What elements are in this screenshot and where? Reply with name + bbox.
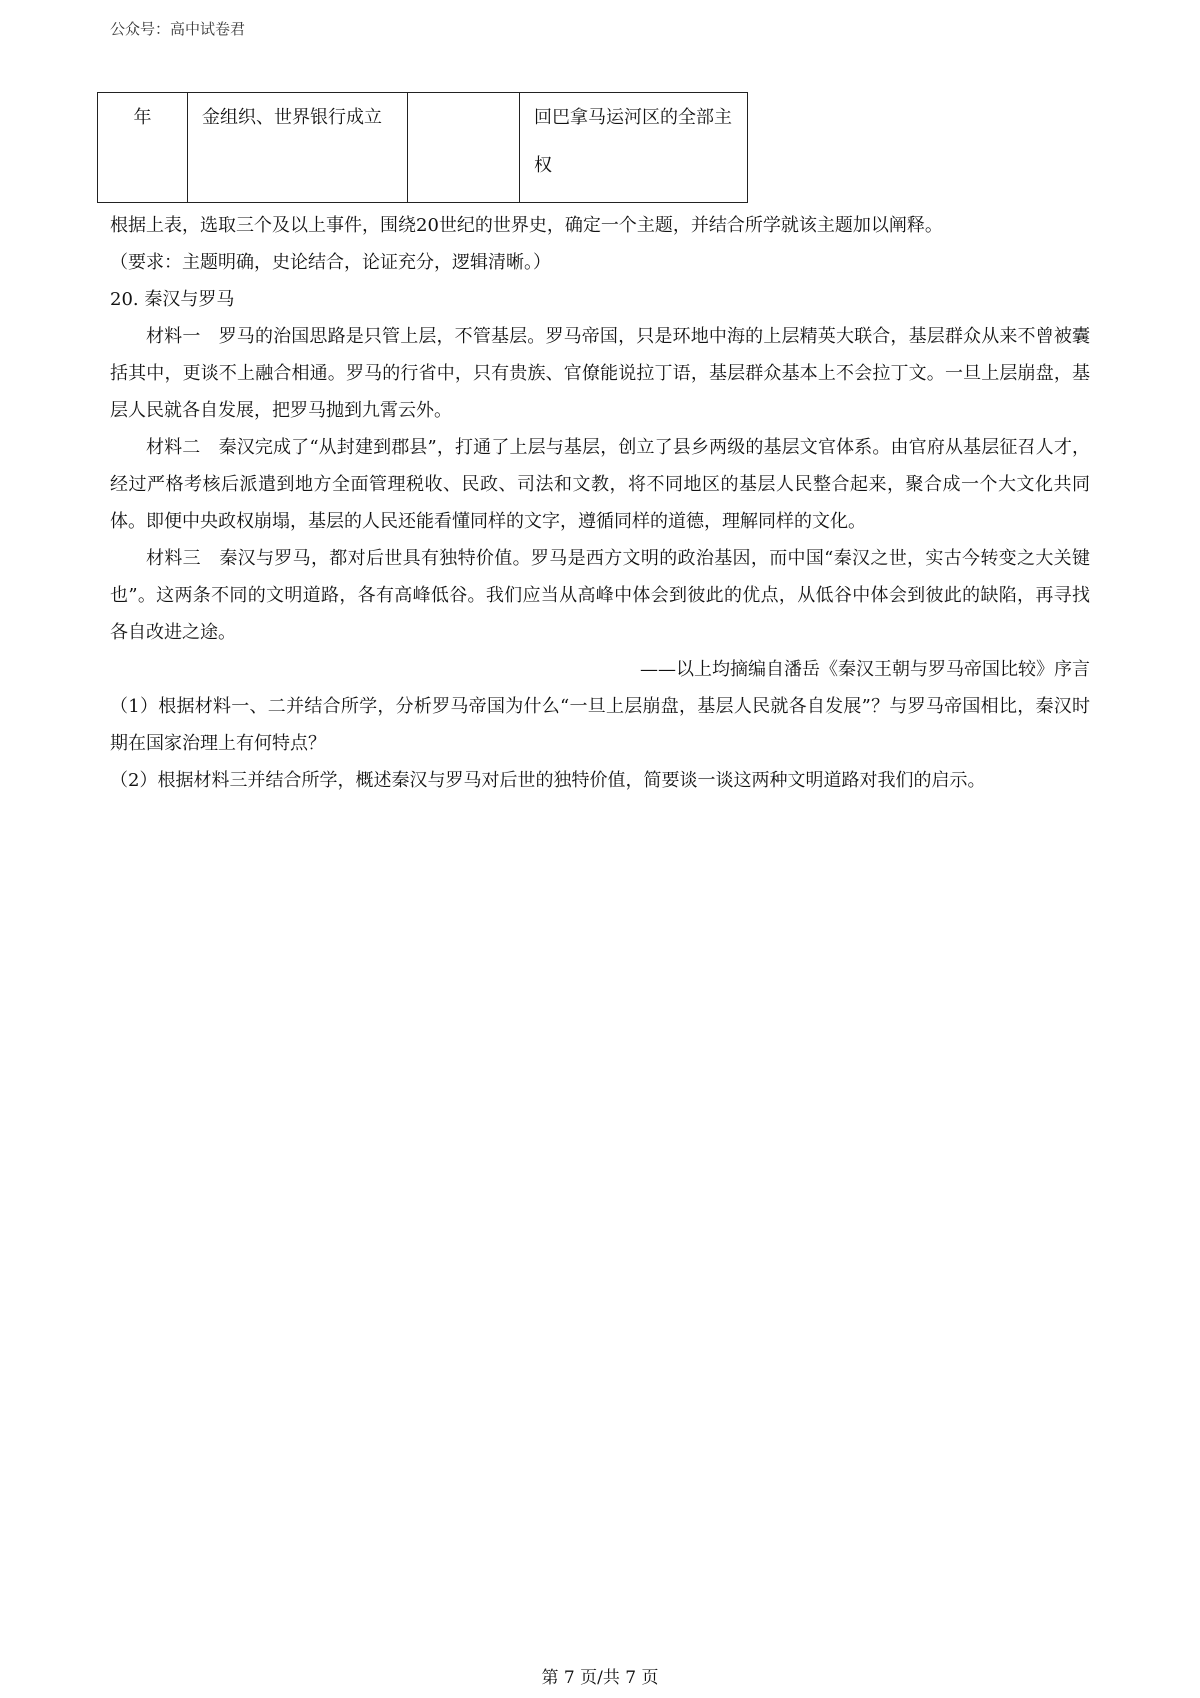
- table-cell: 金组织、世界银行成立: [188, 93, 408, 203]
- sub-question-2: （2）根据材料三并结合所学，概述秦汉与罗马对后世的独特价值，简要谈一谈这两种文明道路对我们的启示。: [110, 770, 986, 791]
- events-table: [97, 92, 748, 203]
- material-1: 材料一 罗马的治国思路是只管上层，不管基层。罗马帝国，只是环地中海的上层精英大联合，基层群众从来不曾被囊括其中，更谈不上融合相通。罗马的行省中，只有贵族、官僚能说拉丁语，基层群众基本上不会拉丁文。一旦上层崩盘，基层人民就各自发展，把罗马抛到九霄云外。: [110, 326, 1090, 421]
- table-row: [98, 93, 748, 203]
- source-citation: ——以上均摘编自潘岳《秦汉王朝与罗马帝国比较》序言: [640, 659, 1090, 680]
- table-cell: 年: [98, 93, 188, 203]
- task-text: 根据上表，选取三个及以上事件，围绕20世纪的世界史，确定一个主题，并结合所学就该主题加以阐释。: [110, 215, 943, 236]
- exam-content: [110, 207, 1090, 799]
- material-2: 材料二 秦汉完成了“从封建到郡县”，打通了上层与基层，创立了县乡两级的基层文官体系。由官府从基层征召人才，经过严格考核后派遣到地方全面管理税收、民政、司法和文教，将不同地区的基层人民整合起来，聚合成一个大文化共同体。即便中央政权崩塌，基层的人民还能看懂同样的文字，遵循同样的道德，理解同样的文化。: [110, 437, 1090, 532]
- page-header: 公众号：高中试卷君: [110, 20, 246, 38]
- page-number: 第 7 页/共 7 页: [541, 1668, 659, 1688]
- requirement-text: （要求：主题明确，史论结合，论证充分，逻辑清晰。）: [110, 252, 551, 273]
- material-3: 材料三 秦汉与罗马，都对后世具有独特价值。罗马是西方文明的政治基因，而中国“秦汉之世，实古今转变之大关键也”。这两条不同的文明道路，各有高峰低谷。我们应当从高峰中体会到彼此的优点，从低谷中体会到彼此的缺陷，再寻找各自改进之途。: [110, 548, 1090, 643]
- sub-question-1: （1）根据材料一、二并结合所学，分析罗马帝国为什么“一旦上层崩盘，基层人民就各自发展”？与罗马帝国相比，秦汉时期在国家治理上有何特点？: [110, 696, 1090, 754]
- question-20-title: 20. 秦汉与罗马: [110, 289, 235, 310]
- table-cell: 回巴拿马运河区的全部主权: [520, 93, 748, 203]
- table-cell: [408, 93, 520, 203]
